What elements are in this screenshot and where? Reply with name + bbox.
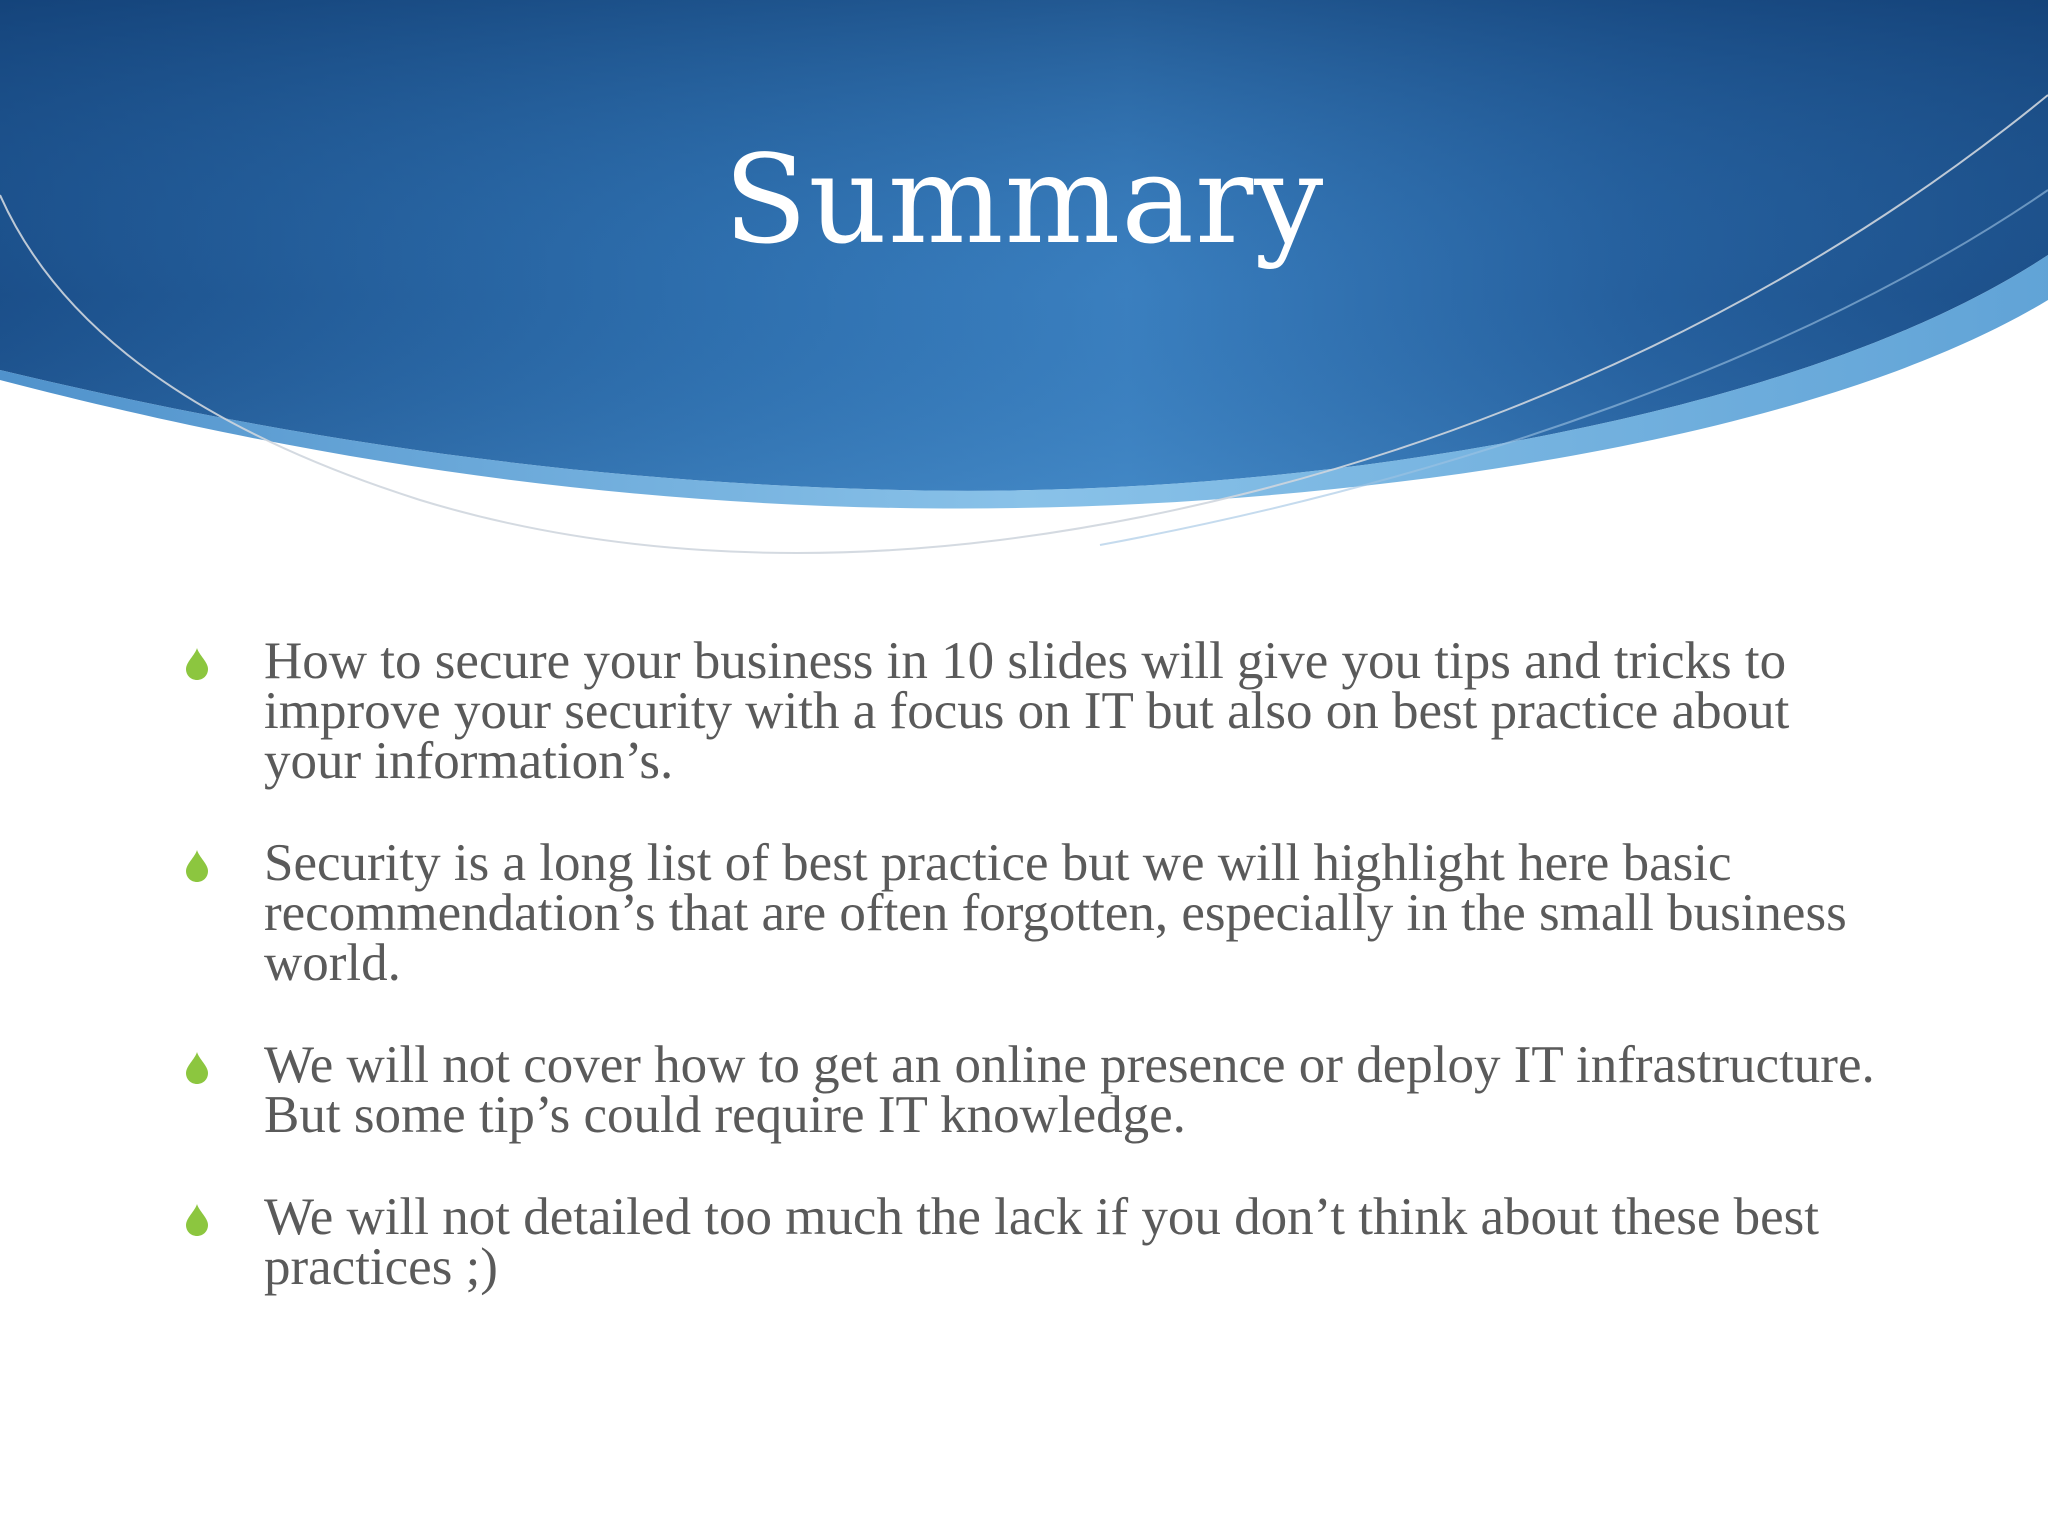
droplet-icon <box>186 1204 208 1236</box>
bullet-item <box>178 1188 1878 1296</box>
bullet-text: We will not cover how to get an online presence or deploy IT infrastructure. But some tip’s could require IT knowledge. <box>264 1036 1875 1144</box>
droplet-icon <box>186 850 208 882</box>
droplet-icon <box>186 648 208 680</box>
slide-title: Summary <box>723 129 1325 271</box>
bullet-item <box>178 834 1878 992</box>
droplet-icon <box>186 1052 208 1084</box>
bullet-text: How to secure your business in 10 slides will give you tips and tricks to improve your security with a focus on IT but also on best practice about your information’s. <box>264 632 1790 790</box>
bullet-item <box>178 632 1878 790</box>
bullet-text: We will not detailed too much the lack if you don’t think about these best practices ;) <box>264 1188 1819 1296</box>
bullet-item <box>178 1036 1878 1144</box>
bullet-list <box>178 632 1878 1344</box>
bullet-text: Security is a long list of best practice but we will highlight here basic recommendation’s that are often forgotten, especially in the small business world. <box>264 834 1847 992</box>
